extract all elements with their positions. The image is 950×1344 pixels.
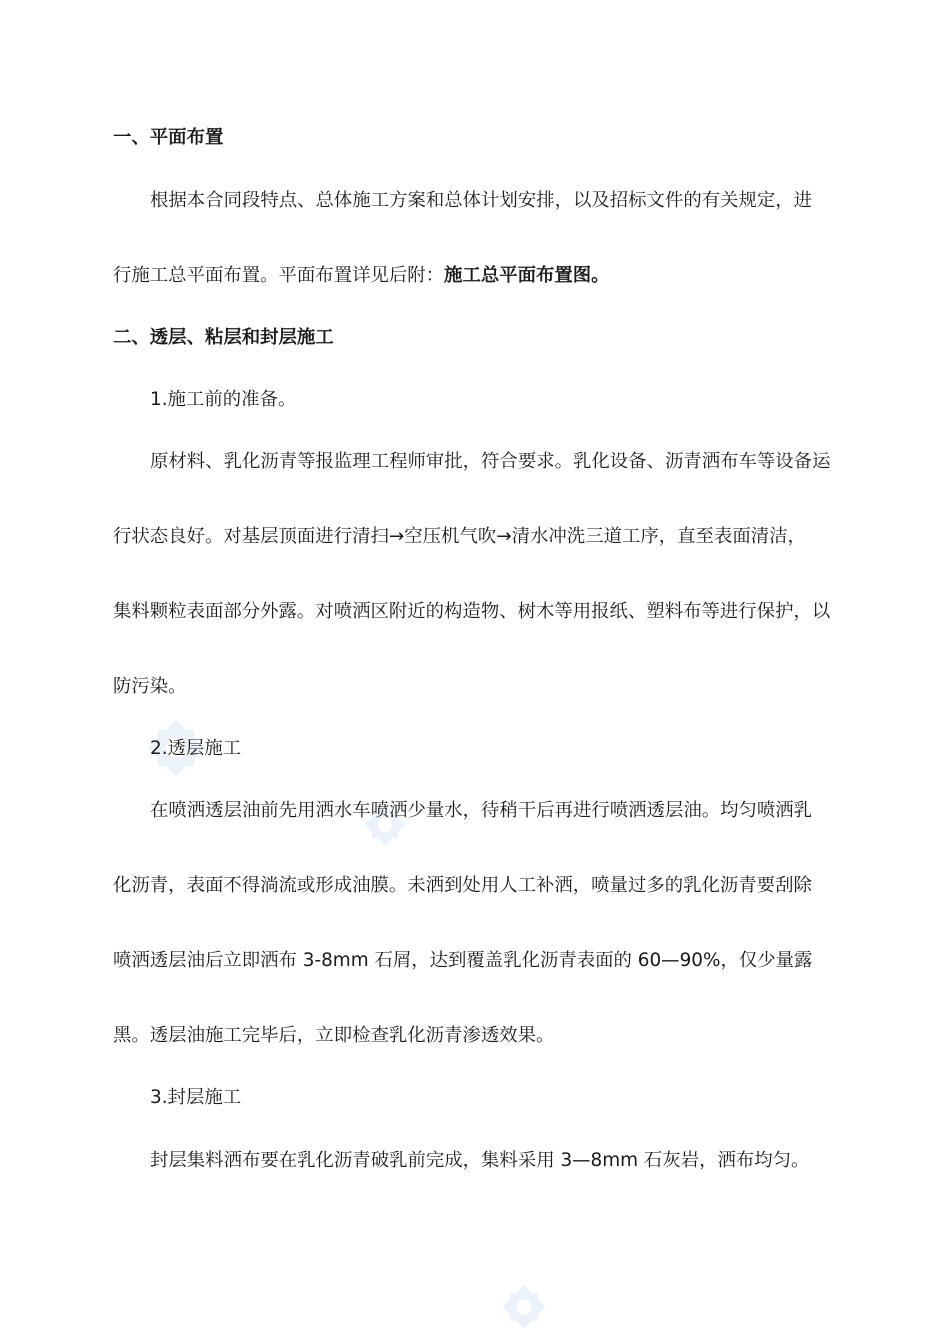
paragraph-line — [113, 263, 843, 289]
subsection-title: 3.封层施工 — [150, 1087, 242, 1108]
paragraph-line: 防污染。 — [113, 676, 187, 697]
paragraph-line: 行状态良好。对基层顶面进行清扫→空压机气吹→清水冲洗三道工序，直至表面清洁， — [113, 526, 806, 547]
paragraph-line: 在喷洒透层油前先用洒水车喷洒少量水，待稍干后再进行喷洒透层油。均匀喷洒乳 — [150, 800, 813, 821]
paragraph-line: 喷洒透层油后立即洒布 3-8mm 石屑，达到覆盖乳化沥青表面的 60—90%，仅少量露 — [113, 950, 813, 971]
paragraph-line: 黑。透层油施工完毕后，立即检查乳化沥青渗透效果。 — [113, 1025, 555, 1046]
section-heading-layout: 一、平面布置 — [113, 127, 224, 148]
section-heading-coats: 二、透层、粘层和封层施工 — [113, 327, 334, 348]
drawing-reference: 施工总平面布置图。 — [444, 265, 610, 286]
paragraph-line: 原材料、乳化沥青等报监理工程师审批，符合要求。乳化设备、沥青洒布车等设备运 — [150, 451, 831, 472]
paragraph-text: 行施工总平面布置。平面布置详见后附： — [113, 265, 445, 286]
paragraph-line: 封层集料洒布要在乳化沥青破乳前完成，集料采用 3—8mm 石灰岩，洒布均匀。 — [150, 1150, 810, 1171]
paragraph-line: 化沥青，表面不得淌流或形成油膜。未洒到处用人工补洒，喷量过多的乳化沥青要刮除 — [113, 875, 812, 896]
subsection-title: 2.透层施工 — [150, 738, 242, 759]
paragraph-line: 集料颗粒表面部分外露。对喷洒区附近的构造物、树木等用报纸、塑料布等进行保护，以 — [113, 601, 831, 622]
paragraph-line: 根据本合同段特点、总体施工方案和总体计划安排，以及招标文件的有关规定，进 — [150, 190, 813, 211]
watermark-logo-icon — [486, 1270, 562, 1344]
subsection-title: 1.施工前的准备。 — [150, 389, 297, 410]
